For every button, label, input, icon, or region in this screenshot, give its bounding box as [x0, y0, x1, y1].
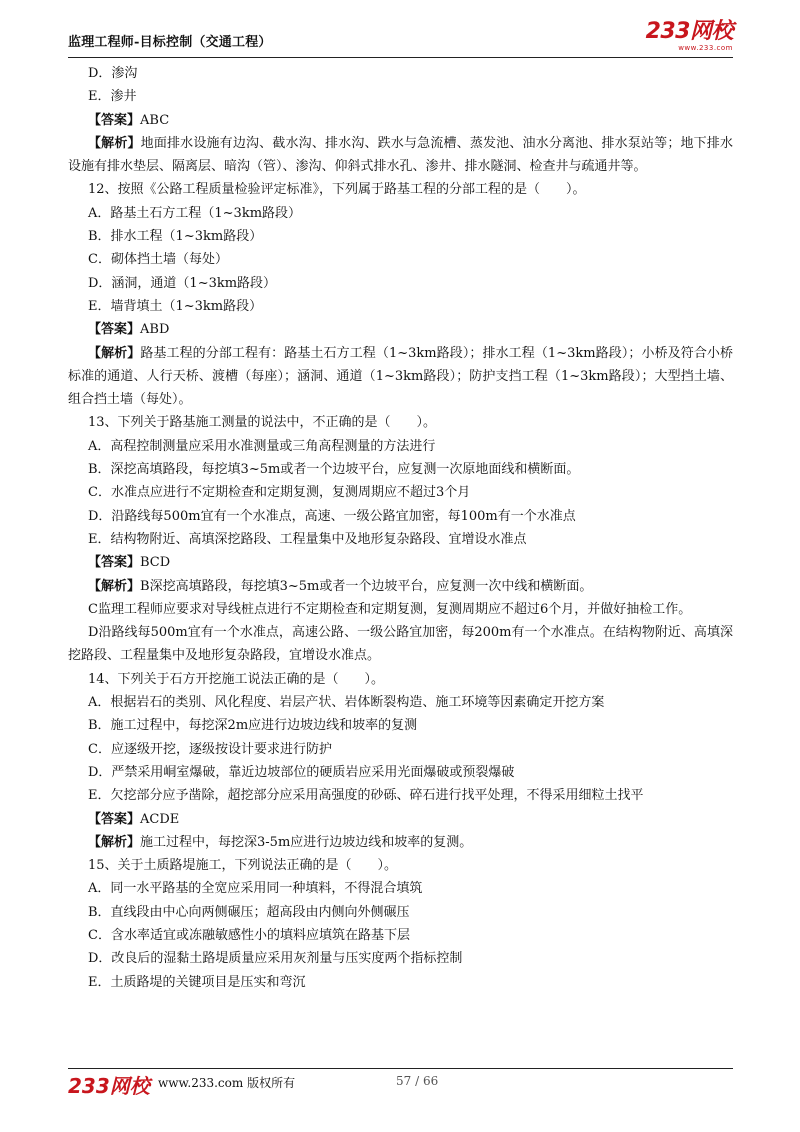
label-tag: 【答案】 — [88, 811, 141, 827]
text-line — [68, 621, 733, 668]
line-text: C．含水率适宜或冻融敏感性小的填料应填筑在路基下层 — [88, 927, 410, 943]
text-line — [68, 854, 733, 877]
line-text: B．直线段由中心向两侧碾压；超高段由内侧向外侧碾压 — [88, 904, 410, 920]
page-footer — [68, 1060, 733, 1100]
text-line — [68, 202, 733, 225]
text-line — [68, 225, 733, 248]
text-line — [68, 575, 733, 598]
line-text: E．结构物附近、高填深挖路段、工程量集中及地形复杂路段、宜增设水准点 — [88, 531, 527, 547]
text-line — [68, 481, 733, 504]
line-text: E．土质路堤的关键项目是压实和弯沉 — [88, 974, 306, 990]
line-text: E．欠挖部分应予凿除，超挖部分应采用高强度的砂砾、碎石进行找平处理，不得采用细粒土找平 — [88, 788, 644, 804]
line-text: A．根据岩石的类别、风化程度、岩层产状、岩体断裂构造、施工环境等因素确定开挖方案 — [88, 695, 605, 711]
text-line — [68, 551, 733, 574]
line-text: 施工过程中，每挖深3-5m应进行边坡边线和坡率的复测。 — [140, 834, 473, 850]
text-line — [68, 877, 733, 900]
line-text: E．墙背填土（1~3km路段） — [88, 298, 263, 314]
text-line — [68, 342, 733, 412]
line-text: ABC — [140, 112, 170, 128]
line-text: C．水准点应进行不定期检查和定期复测，复测周期应不超过3个月 — [88, 485, 471, 501]
line-text: A．高程控制测量应采用水准测量或三角高程测量的方法进行 — [88, 438, 436, 454]
text-line — [68, 924, 733, 947]
line-text: A．同一水平路基的全宽应采用同一种填料，不得混合填筑 — [88, 881, 423, 897]
footer-logo: 233网校 — [68, 1074, 150, 1098]
label-tag: 【解析】 — [88, 345, 141, 361]
text-line — [68, 318, 733, 341]
line-text: C监理工程师应要求对导线桩点进行不定期检查和定期复测，复测周期应不超过6个月，并做好抽检工作。 — [88, 601, 692, 617]
line-text: B．深挖高填路段，每挖填3~5m或者一个边坡平台，应复测一次原地面线和横断面。 — [88, 462, 580, 478]
line-text: ACDE — [140, 811, 180, 827]
text-line — [68, 761, 733, 784]
label-tag: 【解析】 — [88, 578, 141, 594]
text-line — [68, 831, 733, 854]
document-body — [68, 62, 733, 994]
line-text: C．应逐级开挖，逐级按设计要求进行防护 — [88, 741, 332, 757]
text-line — [68, 411, 733, 434]
text-line — [68, 435, 733, 458]
line-text: E．渗井 — [88, 89, 137, 105]
text-line — [68, 901, 733, 924]
document-title: 监理工程师-目标控制（交通工程） — [68, 35, 272, 50]
brand-logo-url: www.233.com — [678, 44, 733, 52]
text-line — [68, 62, 733, 85]
footer-copyright: www.233.com 版权所有 — [158, 1076, 296, 1090]
text-line — [68, 295, 733, 318]
text-line — [68, 178, 733, 201]
line-text: B．排水工程（1~3km路段） — [88, 229, 263, 245]
line-text: D．沿路线每500m宜有一个水准点，高速、一级公路宜加密，每100m有一个水准点 — [88, 508, 576, 524]
label-tag: 【答案】 — [88, 112, 141, 128]
line-text: 14、下列关于石方开挖施工说法正确的是（ ）。 — [88, 671, 385, 687]
line-text: D．涵洞，通道（1~3km路段） — [88, 275, 277, 291]
label-tag: 【解析】 — [88, 135, 141, 151]
line-text: B．施工过程中，每挖深2m应进行边坡边线和坡率的复测 — [88, 718, 418, 734]
text-line — [68, 505, 733, 528]
text-line — [68, 808, 733, 831]
text-line — [68, 738, 733, 761]
line-text: D．严禁采用峒室爆破，靠近边坡部位的硬质岩应采用光面爆破或预裂爆破 — [88, 764, 515, 780]
text-line — [68, 598, 733, 621]
line-text: 地面排水设施有边沟、截水沟、排水沟、跌水与急流槽、蒸发池、油水分离池、排水泵站等；地下排水设施有排水垫层、隔离层、暗沟（管）、渗沟、仰斜式排水孔、渗井、排水隧洞、检查井与疏通井等。 — [68, 135, 733, 175]
line-text: 12、按照《公路工程质量检验评定标准》，下列属于路基工程的分部工程的是（ ）。 — [88, 182, 586, 198]
line-text: BCD — [140, 555, 171, 571]
page-header — [68, 20, 733, 60]
label-tag: 【答案】 — [88, 322, 141, 338]
line-text: 路基工程的分部工程有：路基土石方工程（1~3km路段）；排水工程（1~3km路段）；小桥及符合小桥标准的通道、人行天桥、渡槽（每座）；涵洞、通道（1~3km路段）；防护支挡工程（1~3km路段）；大型挡土墙、组合挡土墙（每处）。 — [68, 345, 733, 408]
line-text: D．改良后的湿黏土路堤质量应采用灰剂量与压实度两个指标控制 — [88, 951, 463, 967]
line-text: ABD — [140, 322, 170, 338]
text-line — [68, 458, 733, 481]
brand-logo-text: 233网校 — [645, 19, 733, 44]
line-text: D．渗沟 — [88, 66, 138, 81]
text-line — [68, 691, 733, 714]
page-number: 57 / 66 — [396, 1074, 439, 1088]
line-text: A．路基土石方工程（1~3km路段） — [88, 205, 302, 221]
brand-logo — [646, 20, 733, 52]
text-line — [68, 971, 733, 994]
label-tag: 【答案】 — [88, 555, 141, 571]
text-line — [68, 85, 733, 108]
line-text: 13、下列关于路基施工测量的说法中，不正确的是（ ）。 — [88, 415, 437, 431]
header-divider — [68, 57, 733, 58]
label-tag: 【解析】 — [88, 834, 141, 850]
text-line — [68, 784, 733, 807]
line-text: B深挖高填路段，每挖填3~5m或者一个边坡平台，应复测一次中线和横断面。 — [140, 578, 593, 594]
text-line — [68, 272, 733, 295]
text-line — [68, 947, 733, 970]
line-text: D沿路线每500m宜有一个水准点，高速公路、一级公路宜加密，每200m有一个水准点。在结构物附近、高填深挖路段、工程量集中及地形复杂路段，宜增设水准点。 — [68, 625, 733, 664]
text-line — [68, 668, 733, 691]
text-line — [68, 109, 733, 132]
line-text: 15、关于土质路堤施工，下列说法正确的是（ ）。 — [88, 858, 398, 874]
text-line — [68, 714, 733, 737]
text-line — [68, 248, 733, 271]
text-line — [68, 132, 733, 179]
text-line — [68, 528, 733, 551]
line-text: C．砌体挡土墙（每处） — [88, 252, 228, 268]
